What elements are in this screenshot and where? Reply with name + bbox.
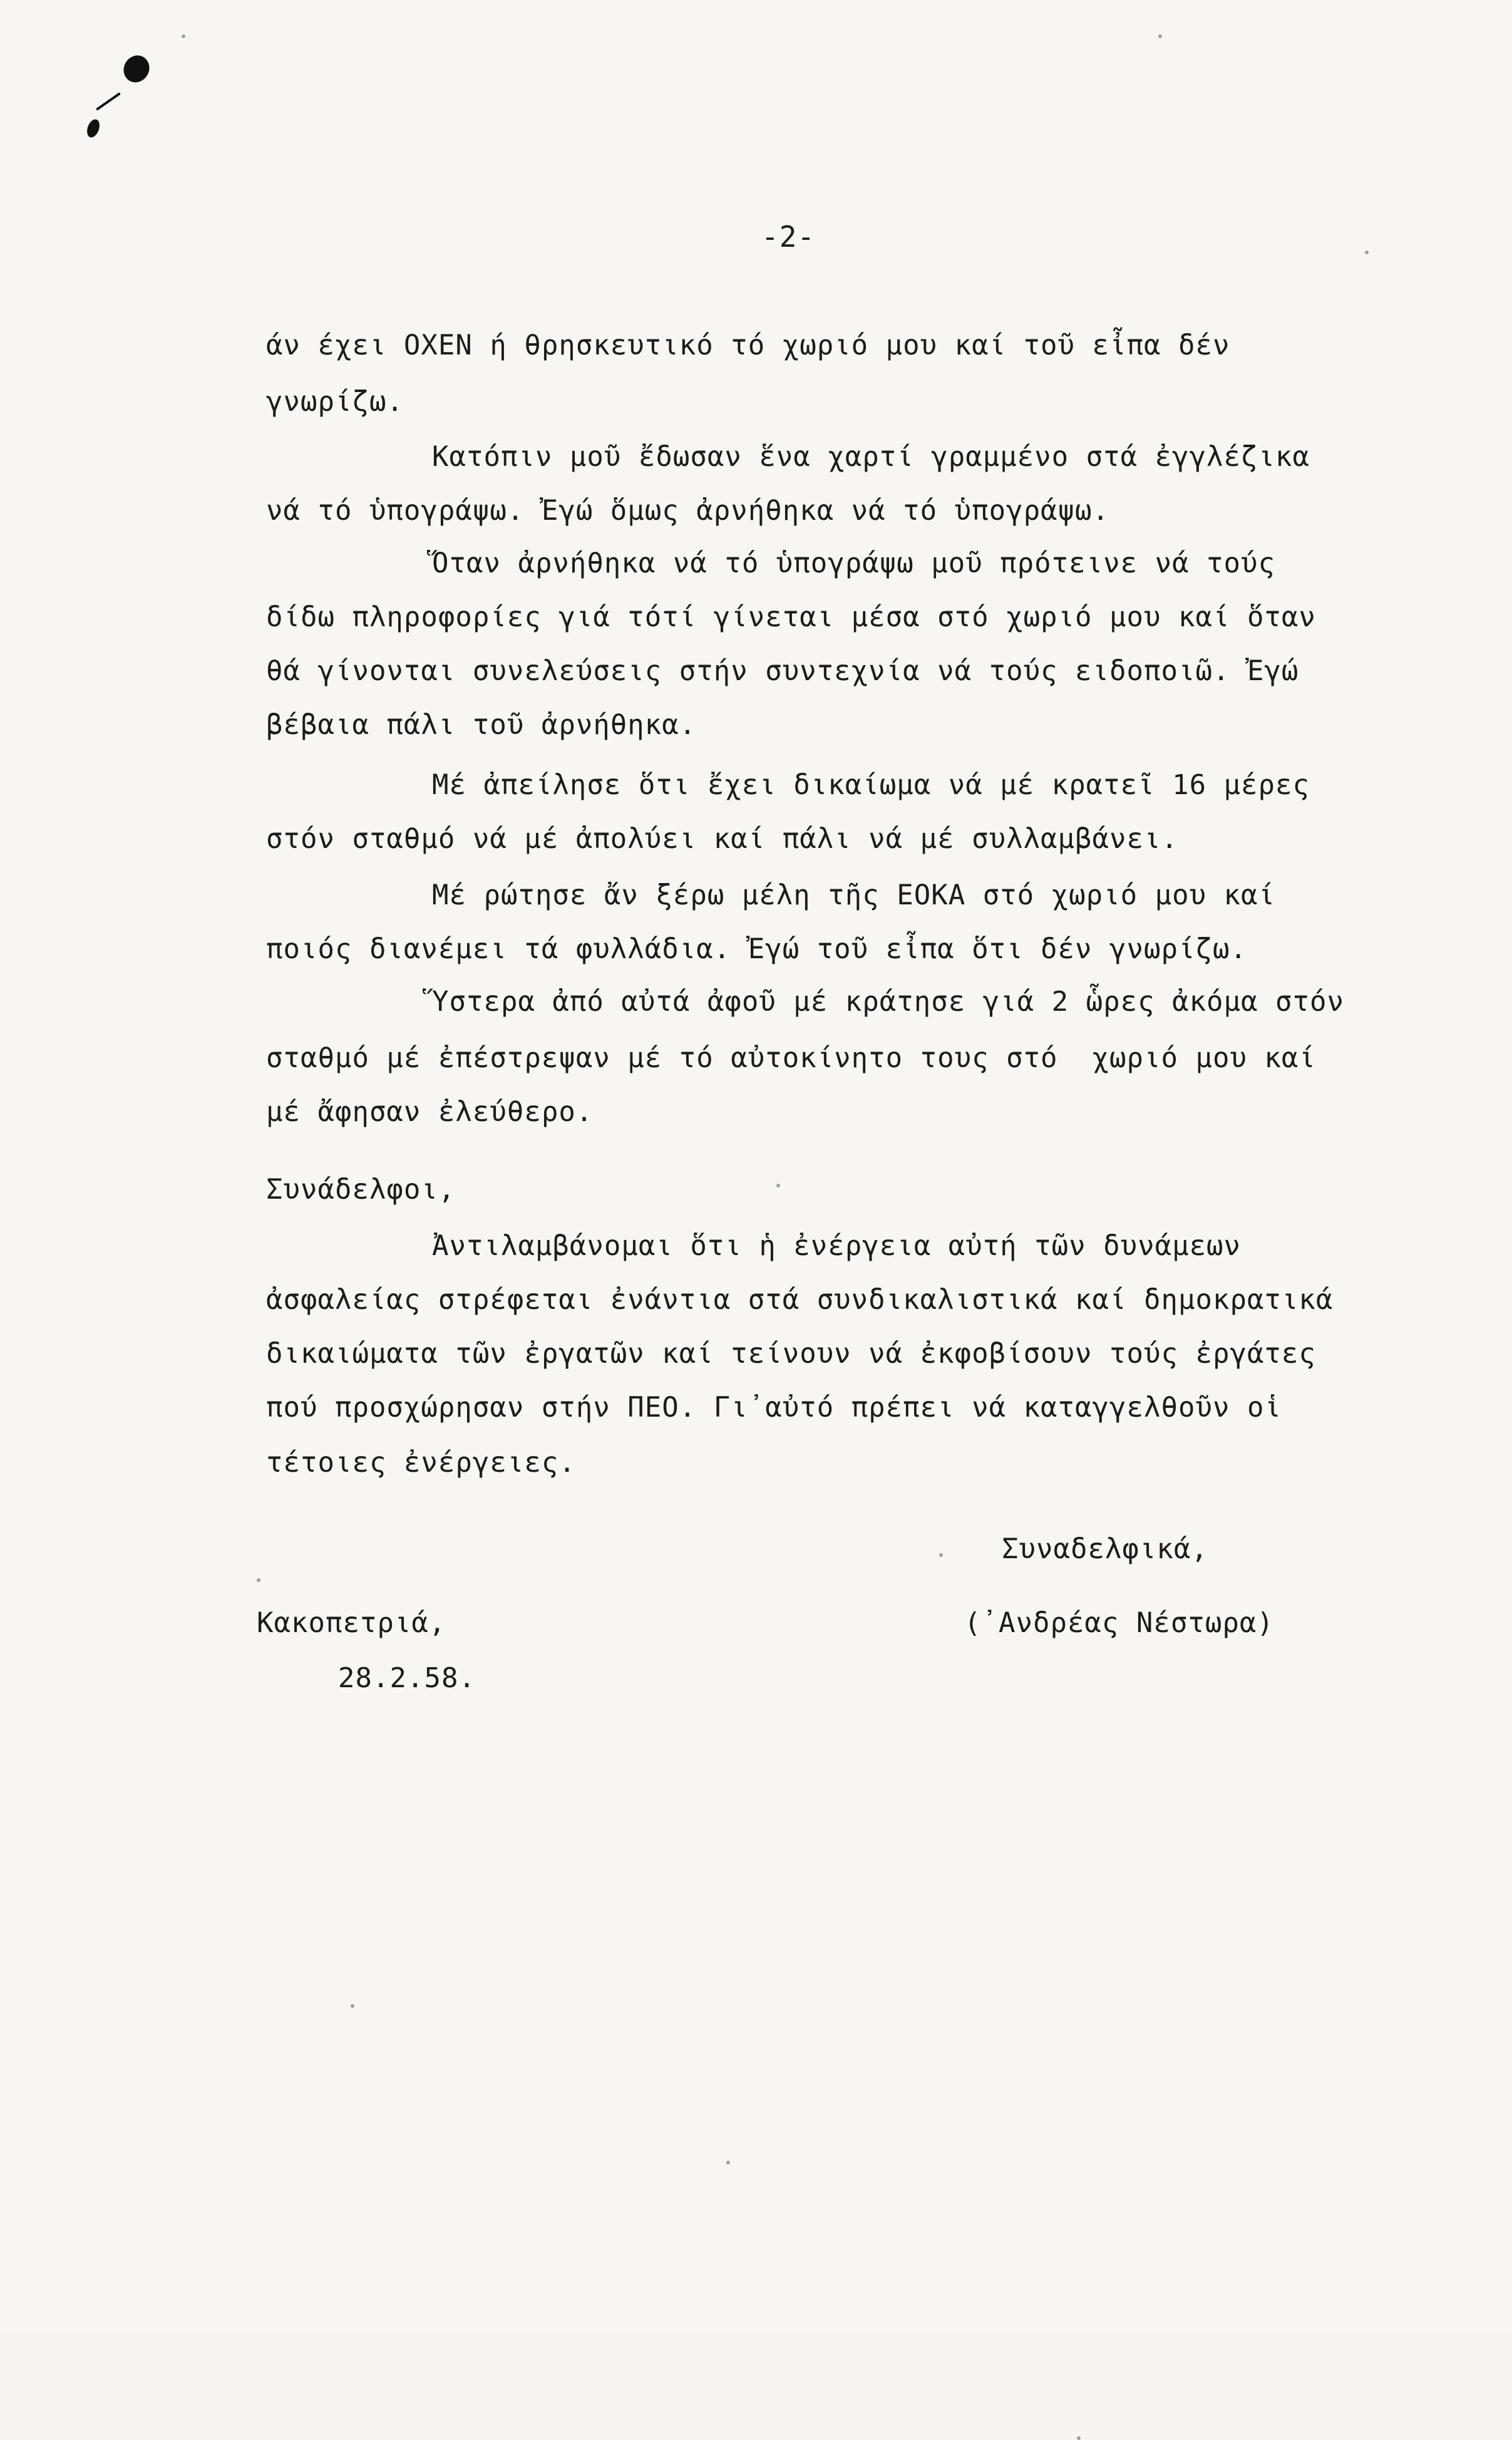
body-line: Μέ ἀπείλησε ὅτι ἔχει δικαίωμα νά μέ κρατεῖ 16 μέρες [432, 769, 1310, 801]
body-line: σταθμό μέ ἐπέστρεψαν μέ τό αὐτοκίνητο τους στό χωριό μου καί [266, 1042, 1316, 1074]
signature: (᾽Ανδρέας Νέστωρα) [964, 1607, 1274, 1639]
closing: Συναδελφικά, [1002, 1533, 1208, 1565]
body-line: Μέ ρώτησε ἄν ξέρω μέλη τῆς ΕΟΚΑ στό χωριό μου καί [432, 879, 1276, 911]
body-line: στόν σταθμό νά μέ ἀπολύει καί πάλι νά μέ συλλαμβάνει. [266, 823, 1178, 855]
scan-speck [776, 1184, 780, 1187]
date: 28.2.58. [338, 1662, 476, 1694]
scan-speck [257, 1578, 260, 1582]
body-line: Ὕστερα ἀπό αὐτά ἀφοῦ μέ κράτησε γιά 2 ὧρες ἀκόμα στόν [432, 986, 1344, 1018]
salutation: Συνάδελφοι, [266, 1174, 456, 1206]
scan-speck [1077, 2436, 1081, 2440]
body-line: τέτοιες ἐνέργειες. [266, 1447, 576, 1479]
page-number: -2- [761, 220, 816, 254]
ink-mark [85, 118, 101, 139]
ink-mark [119, 51, 155, 87]
body-line: νά τό ὑπογράψω. Ἐγώ ὅμως ἀρνήθηκα νά τό ὑπογράψω. [266, 495, 1110, 527]
scan-speck [1158, 34, 1162, 38]
body-line: μέ ἄφησαν ἐλεύθερο. [266, 1096, 594, 1128]
scan-speck [726, 2161, 730, 2164]
body-line: βέβαια πάλι τοῦ ἀρνήθηκα. [266, 709, 697, 741]
scan-speck [939, 1553, 943, 1557]
scan-speck [351, 2004, 354, 2008]
ink-mark [96, 92, 121, 111]
body-line: γνωρίζω. [266, 386, 404, 418]
place: Κακοπετριά, [257, 1607, 446, 1639]
scan-speck [1365, 251, 1369, 254]
body-line: Ὅταν ἀρνήθηκα νά τό ὑπογράψω μοῦ πρότεινε νά τούς [432, 547, 1276, 579]
body-line: δικαιώματα τῶν ἐργατῶν καί τείνουν νά ἐκφοβίσουν τούς ἐργάτες [266, 1338, 1316, 1370]
body-line: θά γίνονται συνελεύσεις στήν συντεχνία νά τούς ειδοποιῶ. Ἐγώ [266, 655, 1299, 687]
body-line: άν έχει ΟΧΕΝ ή θρησκευτικό τό χωριό μου καί τοῦ εἶπα δέν [266, 329, 1230, 361]
body-line: Κατόπιν μοῦ ἔδωσαν ἕνα χαρτί γραμμένο στά ἐγγλέζικα [432, 441, 1310, 473]
body-line: δίδω πληροφορίες γιά τότί γίνεται μέσα στό χωριό μου καί ὅταν [266, 601, 1316, 633]
scan-speck [182, 34, 185, 38]
body-line: ἀσφαλείας στρέφεται ἐνάντια στά συνδικαλιστικά καί δημοκρατικά [266, 1284, 1334, 1316]
body-line: Ἀντιλαμβάνομαι ὅτι ἡ ἐνέργεια αὐτή τῶν δυνάμεων [432, 1230, 1242, 1262]
body-line: πού προσχώρησαν στήν ΠΕΟ. Γι᾽αὐτό πρέπει νά καταγγελθοῦν οἱ [266, 1392, 1282, 1424]
body-line: ποιός διανέμει τά φυλλάδια. Ἐγώ τοῦ εἶπα ὅτι δέν γνωρίζω. [266, 933, 1247, 965]
